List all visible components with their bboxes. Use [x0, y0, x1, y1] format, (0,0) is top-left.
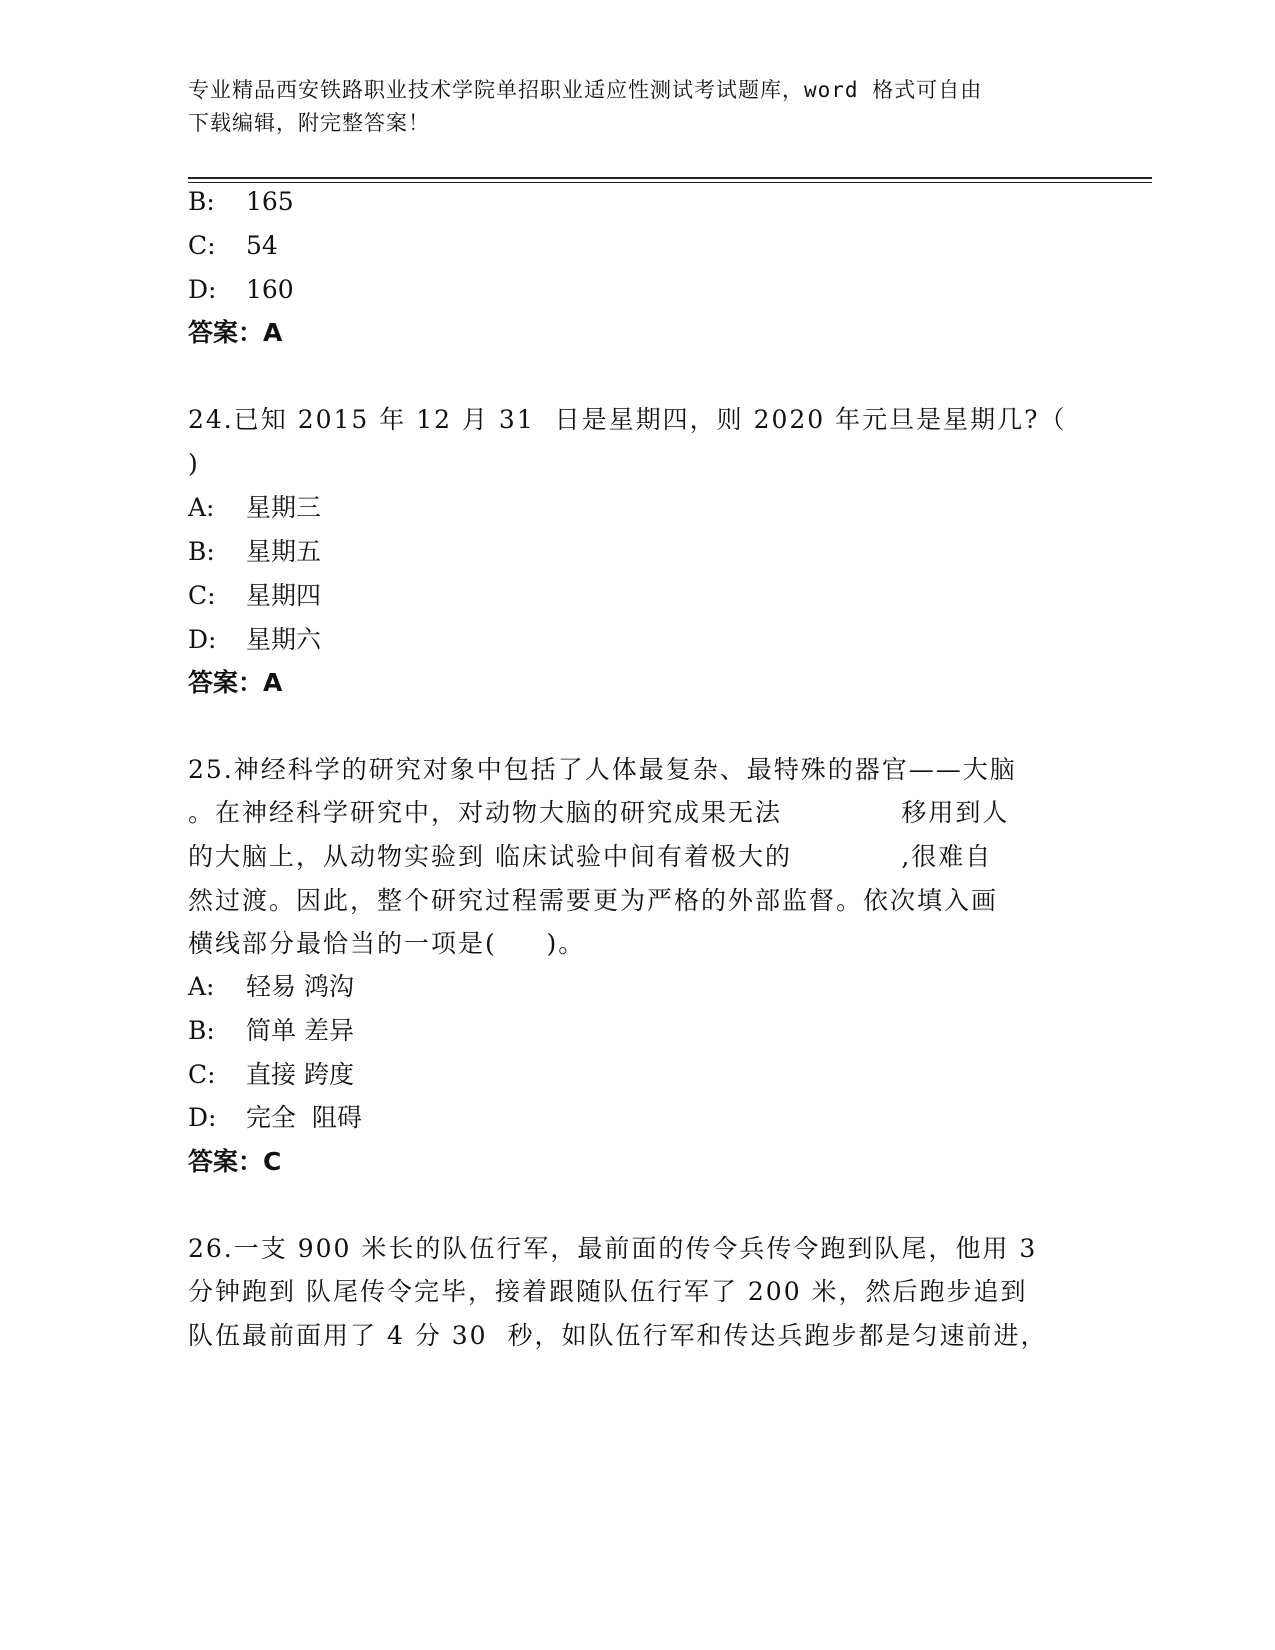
q25-option-d — [188, 1103, 362, 1133]
option-letter: D: — [188, 1103, 217, 1132]
q24-text-line-1: 24.已知 2015 年 12 月 31 日是星期四，则 2020 年元旦是星期几?（ — [188, 405, 1067, 434]
q25-answer: 答案：C — [188, 1147, 282, 1176]
option-text: 简单 差异 — [246, 1016, 354, 1045]
option-text: 星期五 — [246, 537, 322, 566]
q25-option-b — [188, 1016, 354, 1046]
option-letter: B: — [188, 537, 215, 566]
q24-option-b — [188, 537, 321, 567]
q25-option-a — [188, 972, 354, 1002]
option-text: 54 — [246, 231, 278, 260]
option-letter: D: — [188, 275, 217, 304]
option-text: 160 — [246, 275, 294, 304]
q26-text-line-1: 26.一支 900 米长的队伍行军，最前面的传令兵传令跑到队尾，他用 3 — [188, 1234, 1038, 1263]
q24-answer: 答案：A — [188, 668, 283, 697]
q25-text-line-1: 25.神经科学的研究对象中包括了人体最复杂、最特殊的器官——大脑 — [188, 755, 1017, 784]
option-letter: A: — [188, 972, 215, 1001]
option-text: 星期四 — [246, 581, 322, 610]
q25-text-line-5: 横线部分最恰当的一项是( )。 — [188, 929, 586, 958]
option-letter: C: — [188, 231, 216, 260]
header-rule-thin — [188, 182, 1152, 183]
option-letter: D: — [188, 625, 217, 654]
option-letter: C: — [188, 1060, 216, 1089]
q24-option-c — [188, 581, 321, 611]
option-letter: C: — [188, 581, 216, 610]
option-text: 星期三 — [246, 493, 322, 522]
q25-option-c — [188, 1060, 354, 1090]
header-line-2: 下载编辑，附完整答案！ — [188, 111, 430, 135]
q26-text-line-2: 分钟跑到 队尾传令完毕，接着跟随队伍行军了 200 米，然后跑步追到 — [188, 1277, 1028, 1306]
q23-answer: 答案：A — [188, 318, 283, 347]
q23-option-b — [188, 187, 294, 217]
option-text: 完全 阻碍 — [246, 1103, 362, 1132]
q26-text-line-3: 队伍最前面用了 4 分 30 秒，如队伍行军和传达兵跑步都是匀速前进， — [188, 1321, 1048, 1350]
q24-option-a — [188, 493, 321, 523]
q24-text-line-2: ) — [188, 449, 200, 478]
q23-option-d — [188, 275, 294, 305]
option-text: 165 — [246, 187, 294, 216]
option-letter: B: — [188, 1016, 215, 1045]
header-rule-thick — [188, 177, 1152, 179]
q25-text-line-4: 然过渡。因此，整个研究过程需要更为严格的外部监督。依次填入画 — [188, 886, 999, 915]
q23-option-c — [188, 231, 278, 261]
q25-text-line-2: 。在神经科学研究中，对动物大脑的研究成果无法 移用到人 — [188, 798, 1010, 827]
option-text: 星期六 — [246, 625, 322, 654]
header-line-1: 专业精品西安铁路职业技术学院单招职业适应性测试考试题库，word 格式可自由 — [188, 78, 983, 102]
option-letter: B: — [188, 187, 215, 216]
option-text: 轻易 鸿沟 — [246, 972, 354, 1001]
option-letter: A: — [188, 493, 215, 522]
document-header — [188, 74, 1068, 140]
q25-text-line-3: 的大脑上，从动物实验到 临床试验中间有着极大的 ,很难自 — [188, 842, 993, 871]
option-text: 直接 跨度 — [246, 1060, 354, 1089]
q24-option-d — [188, 625, 321, 655]
